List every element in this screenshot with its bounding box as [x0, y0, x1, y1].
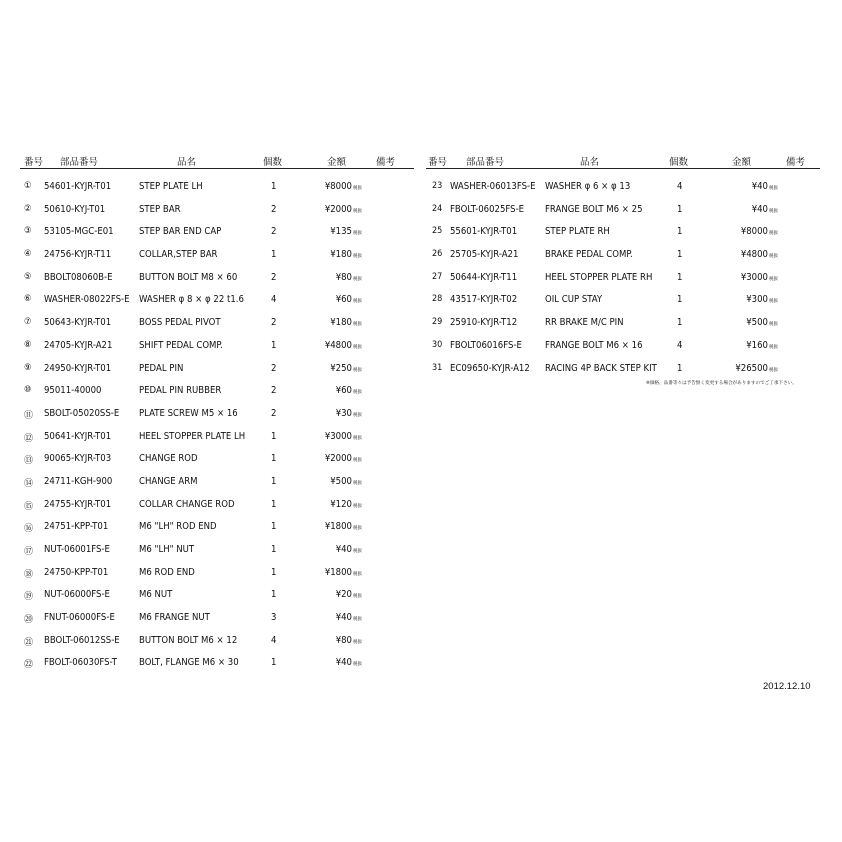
price-cell: [336, 294, 362, 305]
price-cell: [330, 363, 362, 374]
tax-label: 税抜: [353, 390, 362, 396]
part-name: FRANGE BOLT M6 × 16: [545, 339, 643, 351]
price-cell: [325, 567, 362, 578]
tax-label: 税抜: [769, 231, 778, 237]
price: ¥40: [335, 657, 352, 669]
quantity: 4: [677, 339, 683, 351]
tax-label: 税抜: [353, 571, 362, 577]
quantity: 4: [677, 181, 683, 192]
quantity: 2: [271, 385, 277, 397]
price-cell: [735, 363, 778, 374]
part-number: FBOLT06016FS-E: [450, 339, 522, 351]
price: ¥500: [746, 317, 768, 329]
row-number: ①: [24, 181, 32, 191]
part-name: HEEL STOPPER PLATE RH: [545, 271, 653, 283]
price-cell: [325, 521, 362, 532]
header-price: 金額: [732, 157, 752, 168]
part-number: FNUT-06000FS-E: [44, 612, 115, 624]
price: ¥80: [335, 271, 352, 283]
quantity: 2: [271, 362, 277, 374]
row-number: ②: [24, 203, 32, 214]
part-name: PEDAL PIN: [139, 362, 184, 374]
quantity: 2: [271, 226, 277, 238]
part-number: 24705-KYJR-A21: [44, 339, 113, 351]
tax-label: 税抜: [769, 299, 778, 305]
price-cell: [746, 294, 778, 305]
quantity: 1: [271, 498, 277, 510]
header-part-no: 部品番号: [466, 157, 505, 168]
part-number: FBOLT-06025FS-E: [450, 203, 525, 215]
table-row: [20, 629, 414, 652]
part-number: 25705-KYJR-A21: [450, 249, 519, 261]
part-name: PLATE SCREW M5 × 16: [139, 407, 238, 419]
part-number: 95011-40000: [44, 385, 102, 397]
price-cell: [325, 181, 362, 192]
part-name: WASHER φ 6 × φ 13: [545, 181, 631, 192]
price: ¥3000: [740, 271, 768, 283]
table-row: [20, 447, 414, 470]
tax-label: 税抜: [769, 276, 778, 282]
price: ¥180: [330, 317, 352, 329]
price: ¥2000: [324, 203, 352, 215]
price-cell: [336, 544, 362, 555]
price-cell: [330, 499, 362, 510]
quantity: 1: [271, 521, 277, 533]
table-row: [20, 288, 414, 311]
row-number: 27: [432, 271, 443, 282]
table-row: [20, 583, 414, 606]
row-number: ④: [24, 249, 32, 260]
table-body: [426, 169, 820, 379]
row-number: ⑪: [24, 410, 34, 421]
tax-label: 税抜: [353, 458, 362, 464]
header-no: 番号: [428, 157, 448, 168]
price: ¥1800: [324, 566, 352, 578]
part-number: SBOLT-05020SS-E: [44, 407, 120, 419]
table-row: [20, 379, 414, 402]
price: ¥4800: [324, 339, 352, 351]
row-number: ⑩: [24, 385, 32, 396]
header-qty: 個数: [263, 157, 283, 168]
price-cell: [336, 589, 362, 600]
tax-label: 税抜: [353, 594, 362, 600]
price-cell: [330, 476, 362, 487]
part-name: WASHER φ 8 × φ 22 t1.6: [139, 294, 244, 306]
price-cell: [336, 635, 362, 646]
quantity: 3: [271, 612, 277, 624]
price-cell: [325, 340, 362, 351]
tax-label: 税抜: [353, 276, 362, 282]
price-cell: [336, 272, 362, 283]
row-number: ⑰: [24, 547, 34, 557]
quantity: 1: [271, 453, 277, 465]
table-row: [20, 515, 414, 538]
price-cell: [336, 408, 362, 419]
price: ¥120: [330, 498, 352, 510]
tax-label: 税抜: [353, 299, 362, 305]
table-row: [20, 606, 414, 629]
table-row: [20, 334, 414, 357]
quantity: 1: [271, 249, 277, 261]
tax-label: 税抜: [353, 254, 362, 260]
header-qty: 個数: [669, 157, 689, 168]
tax-label: 税抜: [353, 617, 362, 623]
part-number: EC09650-KYJR-A12: [450, 362, 530, 374]
price: ¥4800: [740, 249, 768, 261]
part-number: 24755-KYJR-T01: [44, 498, 112, 510]
price-cell: [752, 181, 778, 192]
price: ¥135: [330, 226, 352, 238]
part-name: COLLAR CHANGE ROD: [139, 498, 235, 510]
header-price: 金額: [327, 157, 347, 168]
part-number: 90065-KYJR-T03: [44, 453, 112, 465]
row-number: ⑨: [24, 362, 32, 373]
header-no: 番号: [24, 157, 44, 168]
row-number: ⑥: [24, 294, 32, 305]
table-row: [20, 538, 414, 561]
quantity: 1: [271, 657, 277, 669]
table-row: [426, 357, 820, 380]
tax-label: 税抜: [769, 186, 778, 191]
document-date: 2012.12.10: [763, 681, 811, 692]
table-header: [426, 154, 820, 169]
parts-table-left: [20, 154, 414, 674]
quantity: 2: [271, 203, 277, 215]
part-number: FBOLT-06030FS-T: [44, 657, 118, 669]
price: ¥40: [335, 612, 352, 624]
part-name: CHANGE ARM: [139, 475, 198, 487]
part-name: SHIFT PEDAL COMP.: [139, 339, 223, 351]
header-remarks: 備考: [786, 157, 806, 168]
quantity: 1: [677, 362, 683, 374]
price: ¥20: [335, 589, 352, 601]
price-cell: [746, 317, 778, 328]
price: ¥8000: [324, 181, 352, 192]
price: ¥8000: [740, 226, 768, 238]
part-name: BOSS PEDAL PIVOT: [139, 317, 221, 329]
row-number: 26: [432, 249, 443, 260]
header-remarks: 備考: [376, 157, 396, 168]
table-body: [20, 169, 414, 674]
price-cell: [741, 249, 778, 260]
price: ¥60: [335, 294, 352, 306]
quantity: 1: [271, 589, 277, 601]
part-name: STEP BAR END CAP: [139, 226, 222, 238]
table-row: [20, 311, 414, 334]
row-number: ㉒: [24, 660, 34, 671]
price-cell: [336, 385, 362, 396]
price-cell: [325, 204, 362, 215]
quantity: 1: [677, 226, 683, 238]
row-number: 24: [432, 203, 443, 214]
row-number: 29: [432, 317, 443, 328]
table-row: [426, 334, 820, 357]
part-number: 50644-KYJR-T11: [450, 271, 518, 283]
part-number: 24711-KGH-900: [44, 475, 113, 487]
price-cell: [752, 204, 778, 215]
part-name: RACING 4P BACK STEP KIT: [545, 362, 657, 374]
part-number: 54601-KYJR-T01: [44, 181, 112, 192]
price: ¥40: [335, 544, 352, 555]
price: ¥26500: [735, 362, 768, 374]
part-number: NUT-06000FS-E: [44, 589, 110, 601]
part-name: M6 NUT: [139, 589, 173, 601]
price-cell: [325, 431, 362, 442]
part-name: BUTTON BOLT M8 × 60: [139, 271, 238, 283]
table-row: [20, 220, 414, 243]
quantity: 1: [677, 294, 683, 306]
tax-label: 税抜: [353, 549, 362, 554]
row-number: ⑮: [24, 501, 34, 512]
price-cell: [330, 249, 362, 260]
row-number: 23: [432, 181, 443, 191]
tax-label: 税抜: [769, 254, 778, 260]
table-row: [20, 198, 414, 221]
price: ¥80: [335, 634, 352, 646]
part-name: PEDAL PIN RUBBER: [139, 385, 222, 397]
table-row: [426, 266, 820, 289]
part-number: BBOLT-06012SS-E: [44, 634, 120, 646]
price-cell: [336, 657, 362, 668]
part-name: COLLAR,STEP BAR: [139, 249, 218, 261]
price: ¥40: [751, 203, 768, 215]
part-number: 50641-KYJR-T01: [44, 430, 112, 442]
tax-label: 税抜: [353, 526, 362, 532]
table-row: [426, 198, 820, 221]
price-cell: [746, 340, 778, 351]
row-number: ⑬: [24, 456, 34, 467]
part-name: BOLT, FLANGE M6 × 30: [139, 657, 239, 669]
row-number: 28: [432, 294, 443, 305]
table-header: [20, 154, 414, 169]
row-number: ⑦: [24, 317, 32, 328]
price-cell: [336, 612, 362, 623]
table-row: [20, 175, 414, 198]
price-cell: [325, 453, 362, 464]
tax-label: 税抜: [353, 208, 362, 214]
tax-label: 税抜: [353, 344, 362, 350]
price: ¥30: [335, 407, 352, 419]
quantity: 4: [271, 294, 277, 306]
header-part-no: 部品番号: [60, 157, 99, 168]
part-name: HEEL STOPPER PLATE LH: [139, 430, 246, 442]
part-number: 43517-KYJR-T02: [450, 294, 518, 306]
price: ¥1800: [324, 521, 352, 533]
tax-label: 税抜: [353, 412, 362, 418]
table-row: [426, 311, 820, 334]
tax-label: 税抜: [353, 367, 362, 373]
price: ¥60: [335, 385, 352, 397]
part-name: STEP PLATE RH: [545, 226, 610, 238]
tax-label: 税抜: [353, 480, 362, 486]
quantity: 1: [677, 271, 683, 283]
table-row: [426, 175, 820, 198]
part-number: 25910-KYJR-T12: [450, 317, 518, 329]
price-cell: [741, 226, 778, 237]
price: ¥40: [751, 181, 768, 192]
price-cell: [330, 226, 362, 237]
tax-label: 税抜: [769, 367, 778, 373]
part-name: M6 "LH" ROD END: [139, 521, 217, 533]
quantity: 2: [271, 407, 277, 419]
part-number: NUT-06001FS-E: [44, 544, 110, 555]
row-number: ⑱: [24, 569, 34, 580]
part-number: WASHER-06013FS-E: [450, 181, 536, 192]
part-number: 50643-KYJR-T01: [44, 317, 112, 329]
part-number: 53105-MGC-E01: [44, 226, 114, 238]
table-row: [426, 220, 820, 243]
part-number: 24751-KPP-T01: [44, 521, 109, 533]
price: ¥160: [746, 339, 768, 351]
price-cell: [741, 272, 778, 283]
part-name: RR BRAKE M/C PIN: [545, 317, 624, 329]
quantity: 2: [271, 317, 277, 329]
tax-label: 税抜: [353, 231, 362, 237]
tax-label: 税抜: [769, 344, 778, 350]
tax-label: 税抜: [353, 322, 362, 328]
table-row: [20, 357, 414, 380]
price: ¥300: [746, 294, 768, 306]
disclaimer-note: ※価格、品番等々は予告無く変更する場合がありますのでご了承下さい。: [646, 381, 797, 386]
part-number: 24756-KYJR-T11: [44, 249, 112, 261]
quantity: 2: [271, 271, 277, 283]
table-row: [20, 561, 414, 584]
quantity: 1: [271, 339, 277, 351]
quantity: 1: [271, 566, 277, 578]
part-number: 55601-KYJR-T01: [450, 226, 518, 238]
table-row: [20, 493, 414, 516]
quantity: 1: [677, 203, 683, 215]
part-name: BUTTON BOLT M6 × 12: [139, 634, 238, 646]
part-name: OIL CUP STAY: [545, 294, 603, 306]
table-row: [426, 288, 820, 311]
price: ¥500: [330, 475, 352, 487]
table-row: [20, 243, 414, 266]
quantity: 1: [677, 317, 683, 329]
tax-label: 税抜: [769, 322, 778, 328]
quantity: 1: [271, 430, 277, 442]
part-number: BBOLT08060B-E: [44, 271, 113, 283]
row-number: 31: [432, 362, 443, 373]
quantity: 1: [271, 544, 277, 555]
row-number: ⑳: [24, 615, 34, 626]
row-number: 25: [432, 226, 443, 237]
table-row: [20, 470, 414, 493]
row-number: ⑧: [24, 339, 32, 350]
row-number: 30: [432, 339, 443, 350]
row-number: ③: [24, 226, 32, 237]
price: ¥180: [330, 249, 352, 261]
row-number: ⑭: [24, 478, 34, 489]
quantity: 4: [271, 634, 277, 646]
tax-label: 税抜: [353, 503, 362, 509]
part-name: M6 "LH" NUT: [139, 544, 195, 555]
row-number: ⑫: [24, 433, 34, 444]
part-name: FRANGE BOLT M6 × 25: [545, 203, 643, 215]
row-number: ⑯: [24, 524, 34, 535]
part-name: STEP PLATE LH: [139, 181, 203, 192]
table-row: [426, 243, 820, 266]
row-number: ㉑: [24, 637, 34, 648]
part-number: 24750-KPP-T01: [44, 566, 109, 578]
tax-label: 税抜: [353, 435, 362, 441]
part-name: M6 FRANGE NUT: [139, 612, 210, 624]
header-name: 品名: [177, 157, 197, 168]
part-name: STEP BAR: [139, 203, 181, 215]
parts-table-right: [426, 154, 820, 379]
row-number: ⑤: [24, 271, 32, 282]
tax-label: 税抜: [353, 662, 362, 668]
part-name: M6 ROD END: [139, 566, 195, 578]
table-row: [20, 425, 414, 448]
table-row: [20, 266, 414, 289]
price-cell: [330, 317, 362, 328]
table-row: [20, 651, 414, 674]
tax-label: 税抜: [353, 639, 362, 645]
quantity: 1: [677, 249, 683, 261]
price: ¥250: [330, 362, 352, 374]
row-number: ⑲: [24, 592, 34, 603]
table-row: [20, 402, 414, 425]
part-name: CHANGE ROD: [139, 453, 198, 465]
part-name: BRAKE PEDAL COMP.: [545, 249, 633, 261]
tax-label: 税抜: [353, 186, 362, 191]
tax-label: 税抜: [769, 208, 778, 214]
header-name: 品名: [580, 157, 600, 168]
quantity: 1: [271, 475, 277, 487]
part-number: 50610-KYJ-T01: [44, 203, 106, 215]
price: ¥2000: [324, 453, 352, 465]
part-number: 24950-KYJR-T01: [44, 362, 112, 374]
part-number: WASHER-08022FS-E: [44, 294, 130, 306]
quantity: 1: [271, 181, 277, 192]
price: ¥3000: [324, 430, 352, 442]
